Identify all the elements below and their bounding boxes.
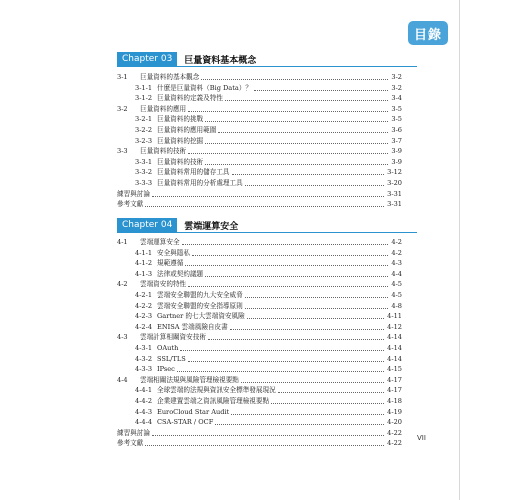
toc-entry (117, 428, 402, 439)
toc-entry-line (157, 167, 402, 178)
toc-entry-line (140, 332, 402, 343)
toc-entry-title: 全球雲端的法規與資訊安全標準發展現況 (157, 386, 276, 395)
dot-leader (205, 269, 388, 277)
dot-leader (205, 157, 388, 165)
toc-entry-title: 巨量資料的定義及特性 (157, 94, 223, 103)
toc-entry-number: 3-3-2 (135, 168, 153, 177)
toc-entry (117, 290, 402, 301)
toc-entry-page: 4-8 (391, 301, 402, 310)
toc-entry-title: 參考文獻 (117, 439, 144, 448)
toc-entry-line (117, 189, 402, 200)
toc-entry-page: 3-6 (391, 125, 402, 134)
dot-leader (145, 199, 384, 207)
dot-leader (271, 396, 384, 404)
dot-leader (182, 237, 389, 245)
toc-entry (117, 332, 402, 343)
toc-entry-title: ENISA 雲端風險自皮書 (157, 322, 228, 331)
toc-entry-title: 練習與討論 (117, 428, 150, 437)
toc-entry (117, 93, 402, 104)
toc-tab-label: 目錄 (413, 27, 442, 43)
toc-entry-page: 4-15 (387, 365, 402, 374)
toc-entry-line (157, 396, 402, 407)
toc-entry (117, 248, 402, 259)
toc-entry-line (157, 407, 402, 418)
dot-leader (192, 248, 388, 256)
toc-entry (117, 269, 402, 280)
toc-entry-line (117, 438, 402, 449)
chapter-04-header (117, 218, 417, 232)
toc-entry-title: 巨量資料的應用 (140, 104, 187, 113)
toc-entry (117, 125, 402, 136)
toc-entry-title: SSL/TLS (157, 354, 186, 363)
toc-entry-title: 企業建置雲端之資訊風險管理檢視要點 (157, 396, 270, 405)
dot-leader (225, 93, 388, 101)
toc-tab (408, 21, 448, 45)
toc-entry-page: 3-5 (391, 104, 402, 113)
toc-entry-line (157, 157, 402, 168)
toc-entry-line (157, 125, 402, 136)
toc-entry (117, 396, 402, 407)
toc-entry-title: 巨量資料的技術 (157, 157, 204, 166)
toc-entry-page: 4-20 (387, 418, 402, 427)
dot-leader (278, 385, 384, 393)
dot-leader (247, 311, 384, 319)
toc-entry-page: 4-14 (387, 343, 402, 352)
toc-entry-title: 練習與討論 (117, 189, 150, 198)
toc-entry-number: 3-1-2 (135, 94, 153, 103)
toc-entry-page: 3-2 (391, 83, 402, 92)
toc-entry-line (157, 248, 402, 259)
toc-entry-page: 3-20 (387, 178, 402, 187)
toc-entry-page: 4-18 (387, 396, 402, 405)
toc-entry-number: 4-2-1 (135, 290, 153, 299)
toc-entry-title: Gartner 的七大雲端資安風險 (157, 312, 245, 321)
toc-entry-page: 4-22 (387, 439, 402, 448)
toc-entry-line (140, 375, 402, 386)
toc-entry-number: 4-3-3 (135, 365, 153, 374)
toc-entry-number: 4-1-1 (135, 248, 153, 257)
toc-entry (117, 83, 402, 94)
toc-entry-number: 3-2-2 (135, 125, 153, 134)
toc-entry-page: 4-22 (387, 428, 402, 437)
toc-entry (117, 364, 402, 375)
toc-entry-line (140, 237, 402, 248)
toc-entry-title: 參考文獻 (117, 200, 144, 209)
toc-entry-title: 法律或契約議題 (157, 269, 204, 278)
toc-entry-line (157, 93, 402, 104)
toc-entry-title: 雲端資安的特性 (140, 280, 187, 289)
chapter-title: 巨量資料基本概念 (184, 55, 257, 66)
page-number: VII (417, 434, 426, 442)
chapter-04-toc (117, 237, 402, 449)
toc-entry-page: 3-4 (391, 94, 402, 103)
toc-entry-line (157, 178, 402, 189)
toc-entry-number: 4-4-4 (135, 418, 153, 427)
toc-entry (117, 322, 402, 333)
dot-leader (232, 167, 385, 175)
dot-leader (188, 279, 388, 287)
toc-entry-page: 4-11 (387, 312, 402, 321)
toc-entry-page: 3-9 (391, 157, 402, 166)
dot-leader (245, 301, 389, 309)
chapter-03-header (117, 52, 417, 66)
toc-entry-number: 3-2 (117, 104, 128, 113)
toc-entry-title: 規範遵循 (157, 259, 184, 268)
toc-entry (117, 417, 402, 428)
dot-leader (145, 438, 384, 446)
toc-entry (117, 157, 402, 168)
dot-leader (218, 125, 388, 133)
dot-leader (245, 178, 384, 186)
toc-entry (117, 407, 402, 418)
toc-entry-page: 4-19 (387, 407, 402, 416)
toc-entry-number: 4-3-1 (135, 343, 153, 352)
toc-entry-title: 巨量資料的挑戰 (157, 115, 204, 124)
dot-leader (185, 258, 388, 266)
dot-leader (188, 104, 388, 112)
toc-entry (117, 104, 402, 115)
toc-entry-page: 4-17 (387, 375, 402, 384)
toc-entry-line (140, 146, 402, 157)
toc-entry-title: 安全與隱私 (157, 248, 190, 257)
toc-entry-title: 雲端運算安全 (140, 238, 180, 246)
toc-entry-line (157, 114, 402, 125)
toc-entry-page: 4-3 (391, 259, 402, 268)
toc-entry-title: IPsec (157, 365, 175, 374)
toc-entry-title: OAuth (157, 343, 179, 352)
toc-entry-line (157, 258, 402, 269)
dot-leader (230, 322, 384, 330)
toc-entry-number: 3-1 (117, 73, 128, 81)
toc-entry (117, 258, 402, 269)
toc-entry-page: 4-5 (391, 280, 402, 289)
toc-entry-number: 4-2-3 (135, 312, 153, 321)
chapter-03-toc (117, 72, 402, 210)
toc-entry-line (157, 83, 402, 94)
toc-entry-line (117, 199, 402, 210)
toc-entry-title: 巨量資料的應用範圍 (157, 125, 217, 134)
toc-entry-number: 4-3-2 (135, 354, 153, 363)
toc-entry-line (157, 364, 402, 375)
toc-entry-number: 3-3 (117, 147, 128, 156)
toc-entry-line (140, 104, 402, 115)
dot-leader (208, 332, 384, 340)
dot-leader (215, 417, 384, 425)
toc-entry-title: 巨量資料常用的分析處理工具 (157, 178, 243, 187)
dot-leader (201, 72, 388, 80)
chapter-badge: Chapter 03 (117, 52, 177, 66)
toc-entry (117, 301, 402, 312)
dot-leader (188, 354, 384, 362)
dot-leader (152, 428, 384, 436)
toc-entry-line (157, 343, 402, 354)
toc-entry-number: 3-2-3 (135, 136, 153, 145)
toc-entry-number: 3-3-3 (135, 178, 153, 187)
toc-entry-line (140, 72, 402, 83)
toc-entry-number: 4-2 (117, 280, 128, 289)
toc-entry-line (157, 385, 402, 396)
toc-entry (117, 237, 402, 248)
dot-leader (205, 114, 388, 122)
toc-entry (117, 178, 402, 189)
toc-entry (117, 167, 402, 178)
toc-entry-page: 4-2 (391, 238, 402, 246)
dot-leader (152, 189, 384, 197)
toc-entry-number: 4-4-3 (135, 407, 153, 416)
toc-entry-line (157, 290, 402, 301)
dot-leader (180, 343, 384, 351)
toc-entry (117, 114, 402, 125)
toc-entry-line (157, 269, 402, 280)
toc-entry-title: 巨量資料的技術 (140, 147, 187, 156)
toc-entry-number: 4-1 (117, 238, 128, 246)
toc-entry-page: 3-5 (391, 115, 402, 124)
toc-entry-page: 3-31 (387, 189, 402, 198)
toc-entry-line (157, 301, 402, 312)
toc-entry (117, 354, 402, 365)
toc-entry (117, 199, 402, 210)
toc-entry (117, 72, 402, 83)
toc-entry (117, 146, 402, 157)
toc-entry-line (157, 354, 402, 365)
toc-entry-line (117, 428, 402, 439)
chapter-title: 雲端運算安全 (184, 221, 239, 232)
toc-entry (117, 189, 402, 200)
toc-entry-line (157, 311, 402, 322)
toc-entry-number: 3-2-1 (135, 115, 153, 124)
dot-leader (231, 407, 384, 415)
dot-leader (254, 83, 388, 91)
dot-leader (245, 290, 389, 298)
toc-entry-page: 4-4 (391, 269, 402, 278)
toc-entry-page: 4-17 (387, 386, 402, 395)
toc-entry-title: 雲端安全聯盟的安全指導原則 (157, 301, 243, 310)
toc-entry-title: 巨量資料的基本觀念 (140, 73, 200, 81)
toc-entry-title: 巨量資料的挖掘 (157, 136, 204, 145)
toc-entry-page: 3-2 (391, 73, 402, 81)
toc-entry-number: 3-1-1 (135, 83, 153, 92)
toc-entry-page: 4-12 (387, 322, 402, 331)
toc-entry-number: 4-1-3 (135, 269, 153, 278)
toc-entry-number: 4-4 (117, 375, 128, 384)
toc-entry-number: 4-3 (117, 333, 128, 342)
toc-entry-title: 雲端安全聯盟的九大安全威脅 (157, 290, 243, 299)
toc-entry-title: CSA-STAR / OCF (157, 418, 214, 427)
toc-entry-number: 3-3-1 (135, 157, 153, 166)
dot-leader (241, 375, 384, 383)
toc-entry-page: 4-5 (391, 290, 402, 299)
toc-entry-page: 3-12 (387, 168, 402, 177)
toc-entry-title: 什麼是巨量資料（Big Data）？ (157, 83, 253, 92)
toc-entry-line (157, 136, 402, 147)
toc-entry (117, 385, 402, 396)
toc-entry-number: 4-2-4 (135, 322, 153, 331)
dot-leader (205, 136, 388, 144)
toc-entry (117, 311, 402, 322)
toc-entry (117, 279, 402, 290)
toc-entry-title: EuroCloud Star Audit (157, 407, 230, 416)
toc-entry-line (157, 322, 402, 333)
toc-entry-page: 3-31 (387, 200, 402, 209)
dot-leader (188, 146, 388, 154)
dot-leader (177, 364, 384, 372)
toc-entry-title: 巨量資料常用的儲存工具 (157, 168, 230, 177)
toc-entry-page: 4-2 (391, 248, 402, 257)
toc-entry-number: 4-4-2 (135, 396, 153, 405)
toc-entry-number: 4-2-2 (135, 301, 153, 310)
toc-entry-page: 3-9 (391, 147, 402, 156)
page-edge-line (459, 0, 460, 500)
toc-entry (117, 438, 402, 449)
toc-entry-title: 雲端相關法規與風險管理檢視要點 (140, 375, 239, 384)
toc-entry-line (157, 417, 402, 428)
toc-entry-number: 4-1-2 (135, 259, 153, 268)
toc-entry (117, 375, 402, 386)
toc-entry (117, 136, 402, 147)
toc-entry-page: 3-7 (391, 136, 402, 145)
toc-entry-page: 4-14 (387, 333, 402, 342)
toc-entry-line (140, 279, 402, 290)
toc-entry-page: 4-14 (387, 354, 402, 363)
toc-entry (117, 343, 402, 354)
toc-entry-number: 4-4-1 (135, 386, 153, 395)
toc-entry-title: 雲端計算相關資安技術 (140, 333, 206, 342)
chapter-badge: Chapter 04 (117, 218, 177, 232)
